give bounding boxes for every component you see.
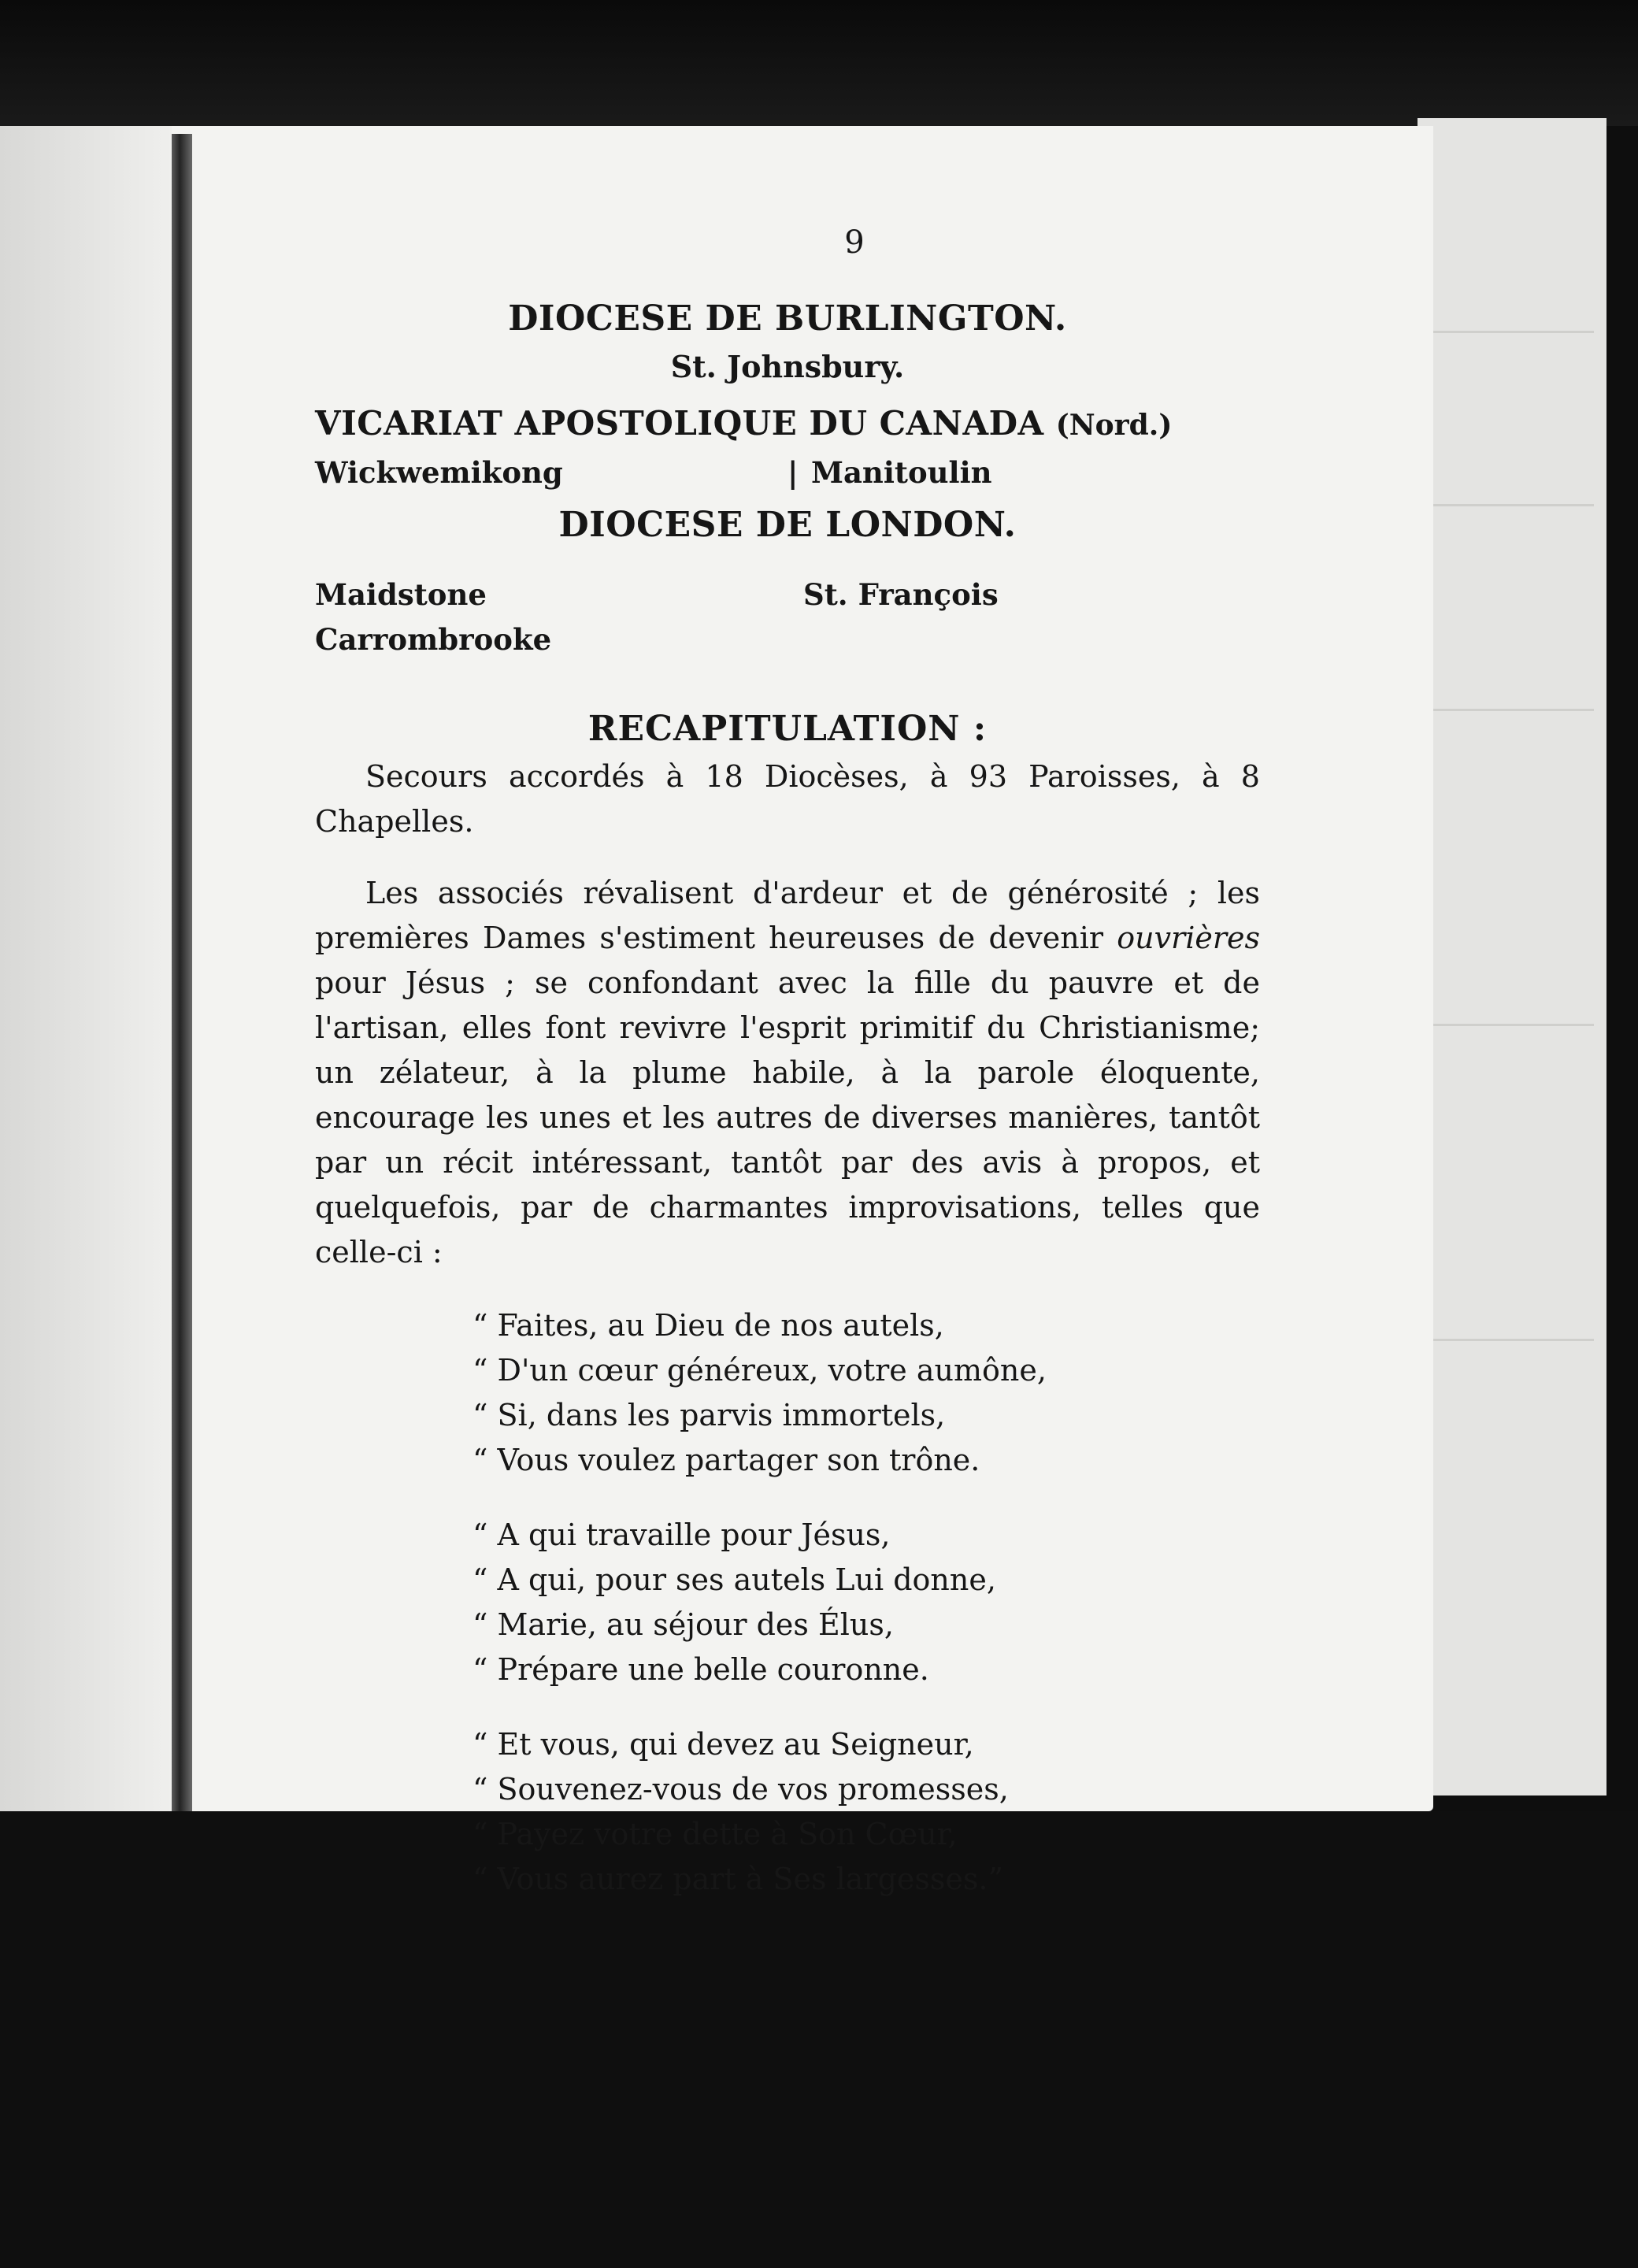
scan-top-border bbox=[0, 0, 1638, 126]
heading-london: DIOCESE DE LONDON. bbox=[558, 505, 1017, 545]
facing-page-edge bbox=[1418, 118, 1606, 1796]
verse-line: “ Faites, au Dieu de nos autels, bbox=[472, 1308, 944, 1343]
bleed-through-line bbox=[1429, 504, 1594, 506]
paragraph-emphasis: ouvrières bbox=[1117, 921, 1260, 955]
vicariat-note: (Nord.) bbox=[1055, 409, 1173, 442]
recapitulation-summary: Secours accordés à 18 Diocèses, à 93 Paroisses, à 8 Chapelles. bbox=[315, 759, 1260, 839]
recapitulation-title: RECAPITULATION : bbox=[587, 709, 988, 749]
vicariat-parishes bbox=[315, 450, 1260, 495]
paragraph-text-start: Les associés révalisent d'ardeur et de générosité ; les premières Dames s'estiment heureuses de devenir bbox=[315, 876, 1260, 955]
column-separator: | bbox=[788, 455, 799, 490]
verse-line: “ Prépare une belle couronne. bbox=[472, 1652, 929, 1687]
verse-line: “ Vous voulez partager son trône. bbox=[472, 1443, 980, 1477]
page-fold bbox=[0, 126, 172, 1811]
parish-st-francois: St. François bbox=[803, 577, 999, 612]
verse-line: “ Marie, au séjour des Élus, bbox=[472, 1607, 894, 1642]
page-text bbox=[315, 220, 1260, 1902]
paragraph-text-end: pour Jésus ; se confondant avec la fille du pauvre et de l'artisan, elles font revivre l'esprit primitif du Christianisme; un zélateur, à la plume habile, à la parole éloquente, encourage les unes et les autres de diverses manières, tantôt par un récit intéressant, tantôt par des avis à propos, et quelquefois, par de charmantes improvisations, telles que celle-ci : bbox=[315, 965, 1260, 1269]
heading-burlington: DIOCESE DE BURLINGTON. bbox=[508, 298, 1067, 339]
poem-stanza-3 bbox=[315, 1722, 1260, 1902]
london-parishes bbox=[315, 573, 1260, 662]
bleed-through-line bbox=[1429, 1024, 1594, 1026]
verse-line: “ Et vous, qui devez au Seigneur, bbox=[472, 1727, 974, 1762]
parish-maidstone: Maidstone bbox=[315, 577, 487, 612]
associates-paragraph bbox=[315, 871, 1260, 1275]
parish-wickwemikong: Wickwemikong bbox=[315, 455, 563, 490]
verse-line: “ A qui, pour ses autels Lui donne, bbox=[472, 1562, 996, 1597]
vicariat-title: VICARIAT APOSTOLIQUE DU CANADA bbox=[315, 404, 1044, 443]
parish-st-johnsbury: St. Johnsbury. bbox=[670, 349, 905, 384]
verse-line: “ D'un cœur généreux, votre aumône, bbox=[472, 1353, 1047, 1388]
london-parishes-right bbox=[803, 573, 1260, 662]
bleed-through-line bbox=[1429, 709, 1594, 711]
verse-line: “ Si, dans les parvis immortels, bbox=[472, 1398, 946, 1432]
london-parishes-left bbox=[315, 573, 803, 662]
verse-line: “ Souvenez-vous de vos promesses, bbox=[472, 1772, 1009, 1807]
poem-stanza-1 bbox=[315, 1303, 1260, 1483]
verse-line: “ Payez votre dette à Son Cœur, bbox=[472, 1817, 958, 1851]
parish-carrombrooke: Carrombrooke bbox=[315, 622, 552, 657]
bleed-through-line bbox=[1429, 331, 1594, 333]
verse-line: “ Vous aurez part à Ses largesses.” bbox=[472, 1862, 1003, 1896]
parish-manitoulin: Manitoulin bbox=[811, 455, 992, 490]
poem-stanza-2 bbox=[315, 1513, 1260, 1692]
book-spine bbox=[172, 134, 192, 1890]
page-number: 9 bbox=[844, 224, 865, 261]
heading-vicariat bbox=[315, 398, 1260, 450]
verse-line: “ A qui travaille pour Jésus, bbox=[472, 1518, 891, 1552]
bleed-through-line bbox=[1429, 1339, 1594, 1341]
